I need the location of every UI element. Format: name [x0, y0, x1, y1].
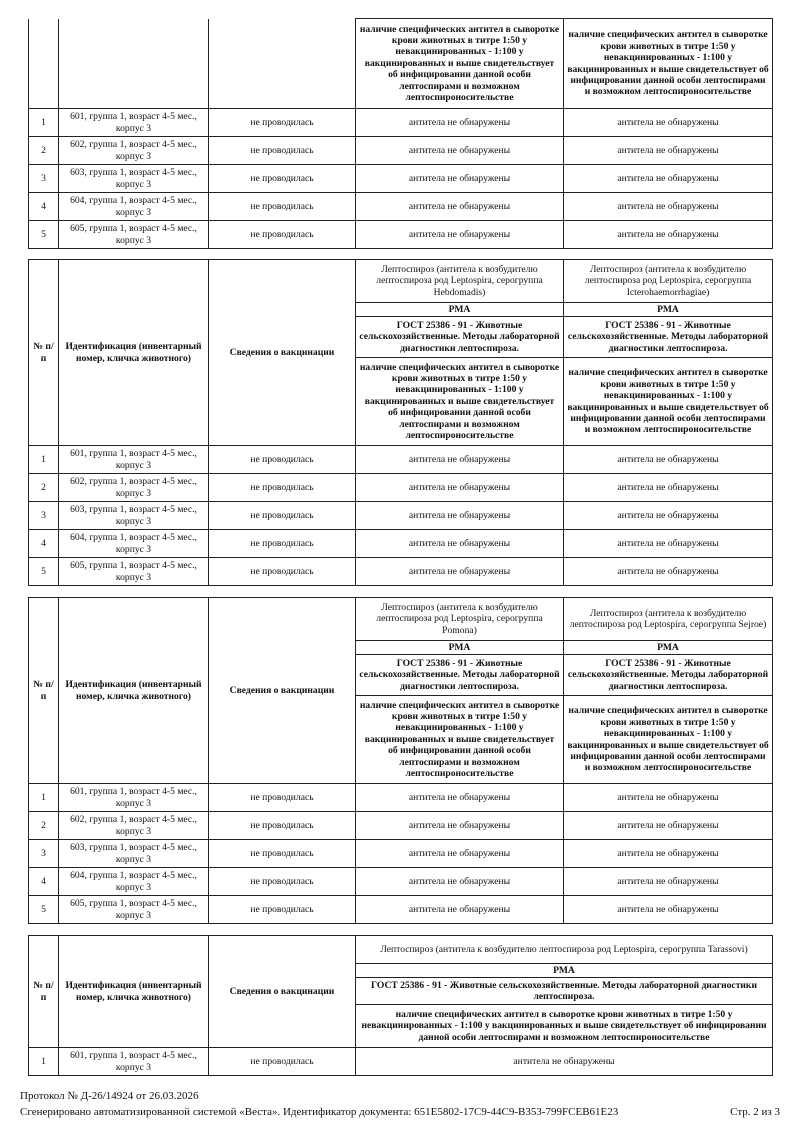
criterion-cell: наличие специфических антител в сыворотке крови животных в титре 1:50 у невакцинированных - 1:100 у вакцинированных и выше свидетельствует об инфицировании данной особи лептоспирами и возможном лептоспироносительстве: [564, 19, 773, 109]
criterion-cell: наличие специфических антител в сыворотке крови животных в титре 1:50 у невакцинированных - 1:100 у вакцинированных и выше свидетельствует об инфицировании данной особи лептоспирами и возможном лептоспироносительстве: [356, 696, 564, 784]
animal-id: 601, группа 1, возраст 4-5 мес., корпус 3: [59, 109, 209, 137]
result-cell: антитела не обнаружены: [564, 784, 773, 812]
vaccination-status: не проводилась: [209, 530, 356, 558]
method-cell: РМА: [356, 964, 773, 978]
vaccination-status: не проводилась: [209, 868, 356, 896]
row-number: 2: [29, 812, 59, 840]
animal-id: 605, группа 1, возраст 4-5 мес., корпус 3: [59, 896, 209, 924]
result-cell: антитела не обнаружены: [356, 896, 564, 924]
animal-id: 601, группа 1, возраст 4-5 мес., корпус 3: [59, 784, 209, 812]
row-number: 1: [29, 1048, 59, 1076]
result-cell: антитела не обнаружены: [356, 784, 564, 812]
result-cell: антитела не обнаружены: [356, 840, 564, 868]
criterion-cell: наличие специфических антител в сыворотке крови животных в титре 1:50 у невакцинированных - 1:100 у вакцинированных и выше свидетельствует об инфицировании данной особи лептоспирами и возможном лептоспироносительстве: [356, 19, 564, 109]
vaccination-status: не проводилась: [209, 165, 356, 193]
table-row: [29, 502, 773, 530]
result-cell: антитела не обнаружены: [564, 530, 773, 558]
criterion-cell: наличие специфических антител в сыворотке крови животных в титре 1:50 у невакцинированных - 1:100 у вакцинированных и выше свидетельствует об инфицировании данной особи лептоспирами и возможном лептоспироносительстве: [564, 358, 773, 446]
row-number: 4: [29, 530, 59, 558]
row-number: 2: [29, 137, 59, 165]
result-cell: антитела не обнаружены: [564, 502, 773, 530]
table-row: [29, 109, 773, 137]
vaccination-status: не проводилась: [209, 784, 356, 812]
gost-cell: ГОСТ 25386 - 91 - Животные сельскохозяйственные. Методы лабораторной диагностики лептоспироза.: [564, 317, 773, 358]
table-row: [29, 840, 773, 868]
criterion-cell: наличие специфических антител в сыворотке крови животных в титре 1:50 у невакцинированных - 1:100 у вакцинированных и выше свидетельствует об инфицировании данной особи лептоспирами и возможном лептоспироносительстве: [356, 358, 564, 446]
header-identification: Идентификация (инвентарный номер, кличка животного): [59, 260, 209, 446]
row-number: 4: [29, 868, 59, 896]
vaccination-status: не проводилась: [209, 502, 356, 530]
result-cell: антитела не обнаружены: [564, 896, 773, 924]
vaccination-status: не проводилась: [209, 137, 356, 165]
gost-cell: ГОСТ 25386 - 91 - Животные сельскохозяйственные. Методы лабораторной диагностики лептоспироза.: [356, 978, 773, 1005]
criterion-cell: наличие специфических антител в сыворотке крови животных в титре 1:50 у невакцинированных - 1:100 у вакцинированных и выше свидетельствует об инфицировании данной особи лептоспирами и возможном лептоспироносительстве: [356, 1005, 773, 1048]
animal-id: 604, группа 1, возраст 4-5 мес., корпус 3: [59, 193, 209, 221]
table-row: [29, 896, 773, 924]
result-cell: антитела не обнаружены: [356, 558, 564, 586]
vaccination-status: не проводилась: [209, 812, 356, 840]
test-title: Лептоспироз (антитела к возбудителю лептоспироза род Leptospira, серогруппа Pomona): [356, 598, 564, 641]
table-row: [29, 1048, 773, 1076]
result-cell: антитела не обнаружены: [564, 165, 773, 193]
table-row: [29, 868, 773, 896]
vaccination-status: не проводилась: [209, 896, 356, 924]
result-cell: антитела не обнаружены: [564, 446, 773, 474]
gost-cell: ГОСТ 25386 - 91 - Животные сельскохозяйственные. Методы лабораторной диагностики лептоспироза.: [564, 655, 773, 696]
result-cell: антитела не обнаружены: [356, 137, 564, 165]
table-row: [29, 812, 773, 840]
test-title: Лептоспироз (антитела к возбудителю лептоспироза род Leptospira, серогруппа Tarassovi): [356, 936, 773, 964]
row-number: 3: [29, 840, 59, 868]
result-cell: антитела не обнаружены: [356, 530, 564, 558]
result-cell: антитела не обнаружены: [356, 109, 564, 137]
vaccination-status: не проводилась: [209, 193, 356, 221]
header-vaccination: Сведения о вакцинации: [209, 598, 356, 784]
vaccination-status: не проводилась: [209, 109, 356, 137]
table-row: [29, 19, 773, 109]
header-identification: Идентификация (инвентарный номер, кличка животного): [59, 598, 209, 784]
animal-id: 602, группа 1, возраст 4-5 мес., корпус 3: [59, 474, 209, 502]
table-row: [29, 221, 773, 249]
header-identification: Идентификация (инвентарный номер, кличка животного): [59, 936, 209, 1048]
table-row: [29, 193, 773, 221]
row-number: 4: [29, 193, 59, 221]
vaccination-status: не проводилась: [209, 1048, 356, 1076]
result-cell: антитела не обнаружены: [564, 840, 773, 868]
test-title: Лептоспироз (антитела к возбудителю лептоспироза род Leptospira, серогруппа Sejroe): [564, 598, 773, 641]
row-number: 1: [29, 446, 59, 474]
row-number: 1: [29, 109, 59, 137]
table-row: [29, 446, 773, 474]
vaccination-status: не проводилась: [209, 446, 356, 474]
method-cell: РМА: [564, 641, 773, 655]
vaccination-status: не проводилась: [209, 221, 356, 249]
method-cell: РМА: [564, 303, 773, 317]
table-row: [29, 936, 773, 964]
header-num: № п/п: [29, 260, 59, 446]
result-cell: антитела не обнаружены: [564, 193, 773, 221]
result-cell: антитела не обнаружены: [356, 474, 564, 502]
row-number: 1: [29, 784, 59, 812]
header-num: № п/п: [29, 598, 59, 784]
result-cell: антитела не обнаружены: [564, 868, 773, 896]
vaccination-status: не проводилась: [209, 840, 356, 868]
criterion-cell: наличие специфических антител в сыворотке крови животных в титре 1:50 у невакцинированных - 1:100 у вакцинированных и выше свидетельствует об инфицировании данной особи лептоспирами и возможном лептоспироносительстве: [564, 696, 773, 784]
id-cell: [59, 19, 209, 109]
animal-id: 603, группа 1, возраст 4-5 мес., корпус 3: [59, 840, 209, 868]
table-row: [29, 598, 773, 641]
num-cell: [29, 19, 59, 109]
test-title: Лептоспироз (антитела к возбудителю лептоспироза род Leptospira, серогруппа Hebdomadis): [356, 260, 564, 303]
animal-id: 605, группа 1, возраст 4-5 мес., корпус 3: [59, 221, 209, 249]
row-number: 5: [29, 221, 59, 249]
results-table: [28, 18, 773, 249]
header-vaccination: Сведения о вакцинации: [209, 936, 356, 1048]
result-cell: антитела не обнаружены: [564, 812, 773, 840]
result-cell: антитела не обнаружены: [564, 221, 773, 249]
result-cell: антитела не обнаружены: [356, 193, 564, 221]
row-number: 2: [29, 474, 59, 502]
results-table: [28, 597, 773, 924]
row-number: 5: [29, 896, 59, 924]
results-table: [28, 935, 773, 1076]
table-row: [29, 260, 773, 303]
header-vaccination: Сведения о вакцинации: [209, 260, 356, 446]
row-number: 5: [29, 558, 59, 586]
row-number: 3: [29, 502, 59, 530]
method-cell: РМА: [356, 303, 564, 317]
animal-id: 602, группа 1, возраст 4-5 мес., корпус 3: [59, 137, 209, 165]
table-row: [29, 137, 773, 165]
result-cell: антитела не обнаружены: [564, 558, 773, 586]
result-cell: антитела не обнаружены: [564, 109, 773, 137]
gost-cell: ГОСТ 25386 - 91 - Животные сельскохозяйственные. Методы лабораторной диагностики лептоспироза.: [356, 655, 564, 696]
animal-id: 602, группа 1, возраст 4-5 мес., корпус 3: [59, 812, 209, 840]
vacc-cell: [209, 19, 356, 109]
animal-id: 603, группа 1, возраст 4-5 мес., корпус 3: [59, 165, 209, 193]
result-cell: антитела не обнаружены: [356, 502, 564, 530]
result-cell: антитела не обнаружены: [356, 221, 564, 249]
generated-by: Сгенерировано автоматизированной системой «Веста». Идентификатор документа: 651E5802-17C9-44C9-B353-799FCEB61E23: [20, 1106, 619, 1118]
method-cell: РМА: [356, 641, 564, 655]
result-cell: антитела не обнаружены: [356, 1048, 773, 1076]
result-cell: антитела не обнаружены: [356, 446, 564, 474]
protocol-number: Протокол № Д-26/14924 от 26.03.2026: [20, 1090, 199, 1102]
vaccination-status: не проводилась: [209, 558, 356, 586]
result-cell: антитела не обнаружены: [356, 812, 564, 840]
header-num: № п/п: [29, 936, 59, 1048]
table-row: [29, 558, 773, 586]
result-cell: антитела не обнаружены: [564, 474, 773, 502]
result-cell: антитела не обнаружены: [356, 165, 564, 193]
animal-id: 601, группа 1, возраст 4-5 мес., корпус 3: [59, 1048, 209, 1076]
row-number: 3: [29, 165, 59, 193]
result-cell: антитела не обнаружены: [564, 137, 773, 165]
table-row: [29, 474, 773, 502]
results-table: [28, 259, 773, 586]
page-number: Стр. 2 из 3: [730, 1106, 780, 1118]
animal-id: 604, группа 1, возраст 4-5 мес., корпус 3: [59, 530, 209, 558]
table-row: [29, 165, 773, 193]
result-cell: антитела не обнаружены: [356, 868, 564, 896]
animal-id: 603, группа 1, возраст 4-5 мес., корпус 3: [59, 502, 209, 530]
vaccination-status: не проводилась: [209, 474, 356, 502]
gost-cell: ГОСТ 25386 - 91 - Животные сельскохозяйственные. Методы лабораторной диагностики лептоспироза.: [356, 317, 564, 358]
test-title: Лептоспироз (антитела к возбудителю лептоспироза род Leptospira, серогруппа Icterohaemorrhagiae): [564, 260, 773, 303]
table-row: [29, 530, 773, 558]
animal-id: 601, группа 1, возраст 4-5 мес., корпус 3: [59, 446, 209, 474]
table-row: [29, 784, 773, 812]
animal-id: 604, группа 1, возраст 4-5 мес., корпус 3: [59, 868, 209, 896]
animal-id: 605, группа 1, возраст 4-5 мес., корпус 3: [59, 558, 209, 586]
